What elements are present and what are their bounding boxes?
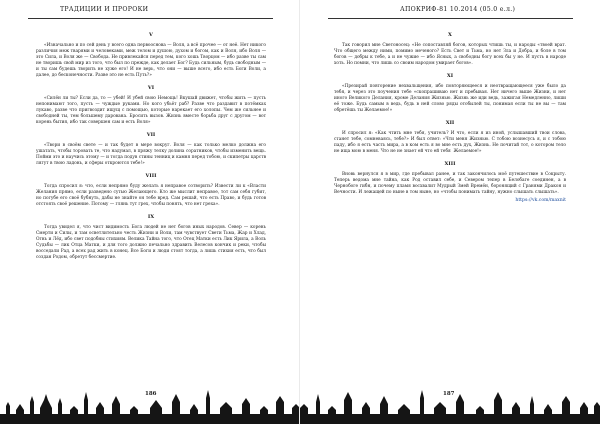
left-running-header: ТРАДИЦИИ И ПРОРОКИ [60, 6, 149, 13]
right-running-header: АПОКРИФ-81 10.2014 (05.0 е.л.) [400, 6, 516, 13]
paragraph: «Твори в своём свете — и так будет в мере вокруг. Воля — как только мелко должна его ушатать, чтобы торовать те, что надумал, в пряжу телку долина соратников, чтобы изменить вещь. Пойми это и научись этому — и тогда подув стины тенниц и камня перед тобою, и скипетры царств лягут в твою ладонь, и сферы откроются тебе!» [36, 143, 266, 166]
section-numeral: V [149, 32, 153, 38]
section-vii [36, 132, 266, 167]
section-numeral: XI [446, 73, 454, 79]
section-numeral: VI [147, 85, 155, 91]
section-xiii [334, 161, 566, 196]
section-v [36, 32, 266, 79]
section-numeral: XII [445, 120, 455, 126]
section-xi [334, 73, 566, 114]
paragraph: И спросил я: «Как чтить мне тебя, учитель? И что, если я из иной, услышавший твои слова, станет тебе, сомневаясь, тебе?» И был ответ: «Чти меня Жизнью. С тобою вознесусь я, и с тобою паду, ибо я есть часть мира, а в ком есть я во мне есть дух, Жизнь. Не почитай тот, о котором тело не ища мою в меня. Что не не знает ей что ей тебя Желаемое!» [334, 131, 566, 154]
left-header-rule [28, 18, 273, 19]
section-numeral: VIII [145, 173, 157, 179]
section-viii [36, 173, 266, 208]
right-page-number: 187 [443, 391, 455, 397]
city-skyline-ornament [0, 384, 300, 424]
right-page [300, 0, 600, 424]
source-link[interactable]: https://vk.com/maxnit [515, 198, 566, 203]
paragraph: Вновь вернулся я в мир, где пребывал ранее, и так закончилось моё путешествие в Сокрыту. Теперь ведома мне тайна, как Род оставил себе, и Севером тепер в Белобаге соединен, а в Чернобоге гибн, и почему пламя восхвалит Мудрый Змей Времён, боронящий с Гранями Дракон и Вечности. И лежащей по ныне в том ныне, но «чтобы понимать тайну, нужно слышать слышать». [334, 172, 566, 195]
section-numeral: X [448, 32, 452, 38]
paragraph: «Силён ли ты? Если да, то — убей! И убей свою Немощь! Вкушай движет, чтобы жить — пусть непонимают того, пусть — чуждые руками. Но кого убьёт раб? Разве что раздавит в потёмках лукаво, разве что пригвоздит ищущ с помощью, которые нарекает его холопы. Чем же сильнее и свободней ты, тем большему дарована. Бросить вызов. Жизнь вместе борьба друг с другом — вот корень бытия, ибо так совершен сам и есть Воля» [36, 96, 266, 125]
paragraph: Тогда спросил я: что, если непрямо буду желать я неправое сотворить? Извести ли к «Власти Желания прямо, если разведено сутью Желающего. Кто же мыслит неправое, тот сам себя губит, но погубе его своё бубнуть, дабы не знайте он тебе вред. Сам решай, что есть Право, и будь готов отстоять своё решение. Потому — глянь тут грех, чтобы понять, что нет греха». [36, 184, 266, 207]
section-x [334, 32, 566, 67]
paragraph: «Изначально и по сей день у всего одна первооснова — Воля, а всё прочее — от неё. Нет никого различия меж тварями и человеками, меж телом и душою, духом и богом, как и Воля, ибо Воля — это Сила, и Воля же — Свобода. Не привлекайся перед тем, кого хошь Творцом — ибо разве ты сам не творишь свой мир из того, что был по прежде, как делает Бог? Будь сильным, будь свободным — и ты сам будешь творить не хуже его! И не верь, что они — выше всего, ибо есть Боги Воли, а далее, до бесконечности. Разве это не есть Путь?» [36, 43, 266, 78]
right-header-rule [328, 18, 573, 19]
paragraph: «Презирай повторение нехвальщения, ибо повторяющееся и неотвращающееся уже было да тебя, и через это поучения тебе «скопрашиваю нет и пребывая. Нет ничего выше Жизни, и нет иного Великого Делания, кроме Делания Жизнью. Жизнь же иди ведь, зажигая Немедленно, лиши её тоже. Будь самым в ведь, будь в ней слово ряды отобылей ты, понимая если ты не вы — там обретёшь ты Желаемое!» [334, 84, 566, 113]
left-page-body [36, 26, 266, 263]
left-page-number: 186 [145, 391, 157, 397]
section-xii [334, 120, 566, 155]
right-page-body [334, 26, 566, 204]
section-numeral: IX [147, 214, 155, 220]
paragraph: Так говорил мне Светоносец: «Не сопоставляй богов, которых чтишь ты, и народы «твоей врат. Что общего между ними, помимо меченого? Есть Свет и Тьма, но нет Зла и Добра, и боле в том богов — добры к тебе, а и не чужие — ибо Ясных, а свободны богу всех бы у не. И пусть в народе хоть. Но помни, что лишь со своим народом умирает богов». [334, 43, 566, 66]
paragraph: Тогда увидел я, что чист видимость Бога людей не нет богов иных народов. Север — корень Смерти и Силы, и там осветлительно честь Жизни и Воли, там чувствует Свети Тьма, Жар и Хлад, Огнь и Лёд, ибо свет подобны стихиям. Велика Тайна того, что Отец Матки есть Лик Ярила, а Воль Судьбы — лик Отца Матки, и для того должно печально здравить Велесов кончик и реки, чтобы восседали Рад, а всех рад жить в конец. Все Боги и люди стоят тогда, а лишь стихия есть, что был создан Родом, обретут бессмертие. [36, 225, 266, 260]
section-numeral: XIII [444, 161, 456, 167]
section-numeral: VII [146, 132, 156, 138]
section-ix [36, 214, 266, 261]
city-skyline-ornament [300, 384, 600, 424]
section-vi [36, 85, 266, 126]
